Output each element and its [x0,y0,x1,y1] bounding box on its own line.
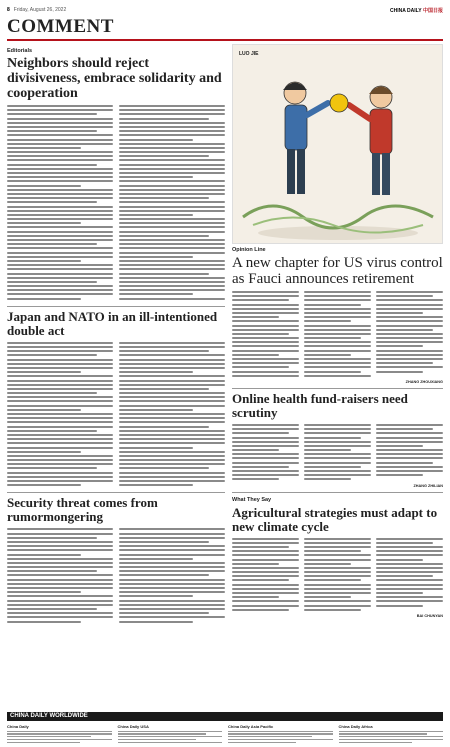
brand-name: CHINA DAILY [390,7,422,14]
editorial-headline-3[interactable]: Security threat comes from rumormongering [7,495,158,525]
top-bar [7,5,443,15]
what-they-say-byline: BAI CHUNYAN [416,613,443,618]
opinion-byline-2: ZHANG ZHILIAN [413,483,443,488]
editorial-body-3 [7,528,225,624]
masthead-brand [390,7,443,14]
page-number: 8 [7,7,10,13]
footer-col-heading: China Daily Asia Pacific [228,724,274,729]
brand-name-cn: 中国日报 [422,7,443,14]
opinion-byline-1: ZHANG ZHOUXIANG [405,379,443,384]
what-they-say-body [232,538,443,613]
editorial-body-2 [7,342,225,489]
opinion-body-2 [232,424,443,483]
illustration-credit: LUO JIE [239,51,259,57]
divider [7,306,225,307]
section-rule [7,39,443,41]
what-they-say-headline[interactable]: Agricultural strategies must adapt to new climate cycle [232,504,438,534]
footer-col-heading: China Daily Africa [338,724,373,729]
footer [7,712,443,744]
page-date: Friday, August 26, 2022 [13,7,67,13]
editorial-headline-1[interactable]: Neighbors should reject divisiveness, embrace solidarity and cooperation [7,56,222,101]
divider [232,388,443,389]
editorials-kicker: Editorials [7,48,33,54]
cartoon-illustration [232,44,443,244]
divider [7,492,225,493]
opinion-headline-1[interactable]: A new chapter for US virus control as Fauci announces retirement [232,255,443,287]
opinion-label: Opinion Line [232,247,266,253]
footer-title: CHINA DAILY WORLDWIDE [7,712,443,721]
footer-col-heading: China Daily USA [117,724,149,729]
cartoon-drawing [233,45,443,244]
editorial-headline-2[interactable]: Japan and NATO in an ill-intentioned double act [7,308,218,338]
opinion-headline-2[interactable]: Online health fund-raisers need scrutiny [232,390,408,420]
section-title: COMMENT [7,16,114,37]
footer-col-africa [339,724,444,744]
divider [232,492,443,493]
footer-col-china-daily [7,724,112,744]
footer-col-asia-pacific [228,724,333,744]
what-they-say-label: What They Say [232,496,272,503]
footer-col-usa [118,724,223,744]
footer-col-heading: China Daily [7,724,29,729]
opinion-body-1 [232,291,443,379]
editorial-body-1 [7,105,225,302]
editorials-column [7,44,225,625]
opinion-column [232,44,443,625]
